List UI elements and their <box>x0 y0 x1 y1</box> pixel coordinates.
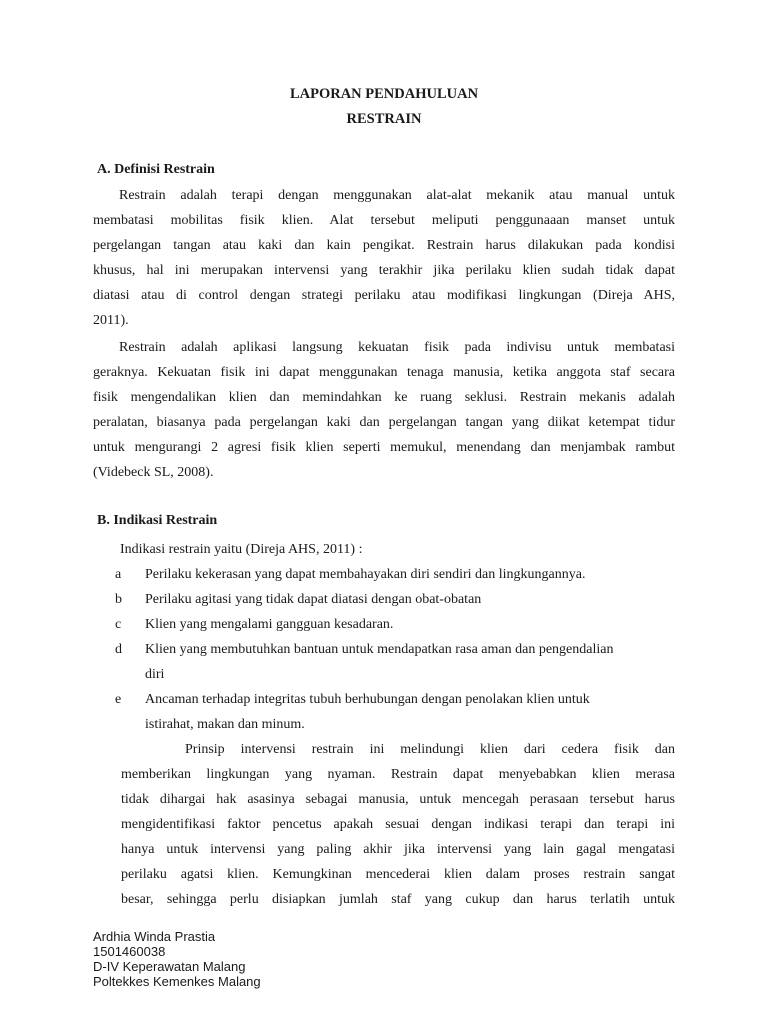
text-line: Prinsip intervensi restrain ini melindungi klien dari cedera fisik dan <box>185 742 675 757</box>
list-item-text: Ancaman terhadap integritas tubuh berhubungan dengan penolakan klien untuk <box>145 692 590 707</box>
list-item-text: Klien yang mengalami gangguan kesadaran. <box>145 617 394 632</box>
author-footer <box>93 929 261 989</box>
section-a-paragraph-1 <box>93 183 675 333</box>
list-marker: c <box>115 617 122 632</box>
text-line: fisik mengendalikan klien dan memindahkan ke ruang seklusi. Restrain mekanis adalah <box>93 390 675 405</box>
text-line: Restrain adalah terapi dengan menggunakan alat-alat mekanik atau manual untuk <box>119 188 675 203</box>
text-line: untuk mengurangi 2 agresi fisik klien seperti memukul, menendang dan menjambak rambut <box>93 440 675 455</box>
text-line: geraknya. Kekuatan fisik ini dapat menggunakan tenaga manusia, ketika anggota staf secara <box>93 365 675 380</box>
text-line: hanya untuk intervensi yang paling akhir jika intervensi yang lain gagal mengatasi <box>121 842 675 857</box>
text-line: membatasi mobilitas fisik klien. Alat tersebut meliputi penggunaaan manset untuk <box>93 213 675 228</box>
section-b-paragraph <box>121 737 675 912</box>
document-subtitle: RESTRAIN <box>346 111 422 127</box>
author-name: Ardhia Winda Prastia <box>93 929 216 944</box>
list-item-text: Perilaku agitasi yang tidak dapat diatasi dengan obat-obatan <box>145 592 482 607</box>
list-marker: a <box>115 567 122 582</box>
section-a-heading: A. Definisi Restrain <box>97 162 215 177</box>
text-line: diatasi atau di control dengan strategi perilaku atau modifikasi lingkungan (Direja AHS, <box>93 288 675 303</box>
list-item-text: Perilaku kekerasan yang dapat membahayakan diri sendiri dan lingkungannya. <box>145 567 586 582</box>
list-marker: d <box>115 642 122 657</box>
list-item-continuation: diri <box>145 667 165 682</box>
document-title: LAPORAN PENDAHULUAN <box>289 86 479 102</box>
text-line: 2011). <box>93 313 129 328</box>
text-line: pergelangan tangan atau kaki dan kain pengikat. Restrain harus dilakukan pada kondisi <box>93 238 675 253</box>
text-line: (Videbeck SL, 2008). <box>93 465 214 480</box>
text-line: besar, sehingga perlu disiapkan jumlah staf yang cukup dan harus terlatih untuk <box>121 892 675 907</box>
text-line: khusus, hal ini merupakan intervensi yang terakhir jika perilaku klien sudah tidak dapat <box>93 263 675 278</box>
text-line: peralatan, biasanya pada pergelangan kaki dan pergelangan tangan yang diikat ketempat tidur <box>93 415 675 430</box>
section-b-intro: Indikasi restrain yaitu (Direja AHS, 2011) : <box>120 542 363 557</box>
text-line: Restrain adalah aplikasi langsung kekuatan fisik pada indivisu untuk membatasi <box>119 340 675 355</box>
text-line: mengidentifikasi faktor pencetus apakah sesuai dengan indikasi terapi dan terapi ini <box>121 817 675 832</box>
list-item-continuation: istirahat, makan dan minum. <box>145 717 305 732</box>
section-b-heading: B. Indikasi Restrain <box>97 513 218 528</box>
section-a-paragraph-2 <box>93 335 675 485</box>
list-marker: e <box>115 692 122 707</box>
text-line: tidak dihargai hak asasinya sebagai manusia, untuk mencegah perasaan tersebut harus <box>121 792 675 807</box>
author-program: D-IV Keperawatan Malang <box>93 959 246 974</box>
list-item-text: Klien yang membutuhkan bantuan untuk mendapatkan rasa aman dan pengendalian <box>145 642 614 657</box>
author-nim: 1501460038 <box>93 944 166 959</box>
author-institution: Poltekkes Kemenkes Malang <box>93 974 261 989</box>
list-marker: b <box>115 592 122 607</box>
text-line: memberikan lingkungan yang nyaman. Restrain dapat menyebabkan klien merasa <box>121 767 675 782</box>
text-line: perilaku agatsi klien. Kemungkinan mencederai klien dalam proses restrain sangat <box>121 867 675 882</box>
